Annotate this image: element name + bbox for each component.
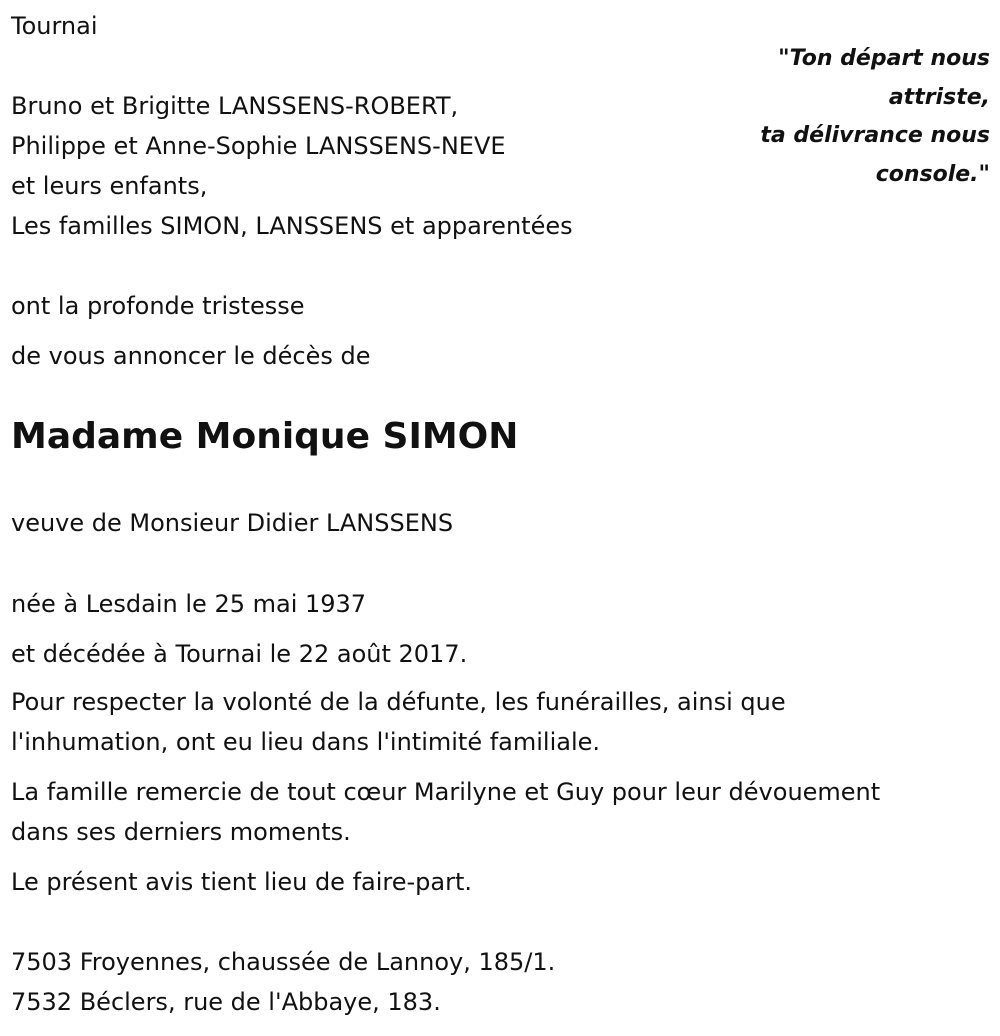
quote-block [690,40,990,194]
quote-line: console." [875,161,990,187]
quote-line: ta délivrance nous [760,123,990,148]
quote-line: "Ton départ nous [778,46,990,71]
quote-line: attriste, [888,84,990,110]
address-line: 7503 Froyennes, chaussée de Lannoy, 185/1. [11,948,556,976]
death-line: et décédée à Tournai le 22 août 2017. [11,640,468,668]
funeral-line: Pour respecter la volonté de la défunte, les funérailles, ainsi que [11,688,786,716]
spouse-line: veuve de Monsieur Didier LANSSENS [11,509,454,537]
deceased-name: Madame Monique SIMON [11,416,519,457]
family-line: et leurs enfants, [11,172,208,200]
thanks-line: La famille remercie de tout cœur Marilyne et Guy pour leur dévouement [11,778,881,806]
address-line: 7532 Béclers, rue de l'Abbaye, 183. [11,988,441,1016]
family-line: Philippe et Anne-Sophie LANSSENS-NEVE [11,132,506,160]
family-line: Les familles SIMON, LANSSENS et apparentées [11,212,573,240]
birth-line: née à Lesdain le 25 mai 1937 [11,590,367,618]
notice-line: Le présent avis tient lieu de faire-part. [11,868,473,896]
announcement-line: de vous annoncer le décès de [11,342,371,370]
family-line: Bruno et Brigitte LANSSENS-ROBERT, [11,92,459,120]
funeral-line: l'inhumation, ont eu lieu dans l'intimité familiale. [11,728,601,756]
announcement-line: ont la profonde tristesse [11,292,305,320]
location: Tournai [11,12,98,40]
thanks-line: dans ses derniers moments. [11,818,351,846]
